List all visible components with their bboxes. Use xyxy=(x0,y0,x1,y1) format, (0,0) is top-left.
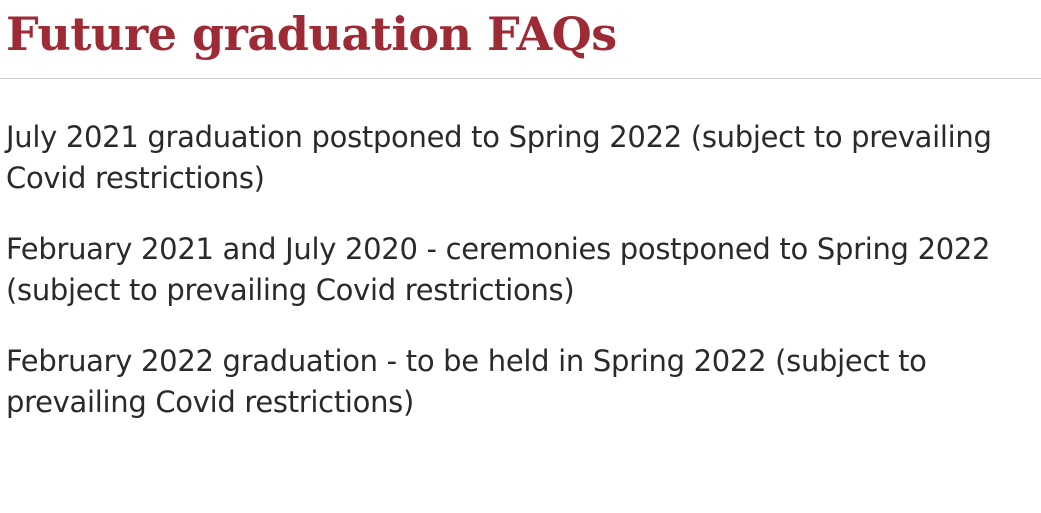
faq-item: July 2021 graduation postponed to Spring 2022 (subject to prevailing Covid restrictions) xyxy=(6,119,992,195)
page-title: Future graduation FAQs xyxy=(6,7,617,61)
faq-item: February 2021 and July 2020 - ceremonies postponed to Spring 2022 (subject to prevailing Covid restrictions) xyxy=(6,231,991,308)
faq-list xyxy=(0,79,1041,424)
faq-item: February 2022 graduation - to be held in Spring 2022 (subject to prevailing Covid restrictions) xyxy=(6,344,927,420)
